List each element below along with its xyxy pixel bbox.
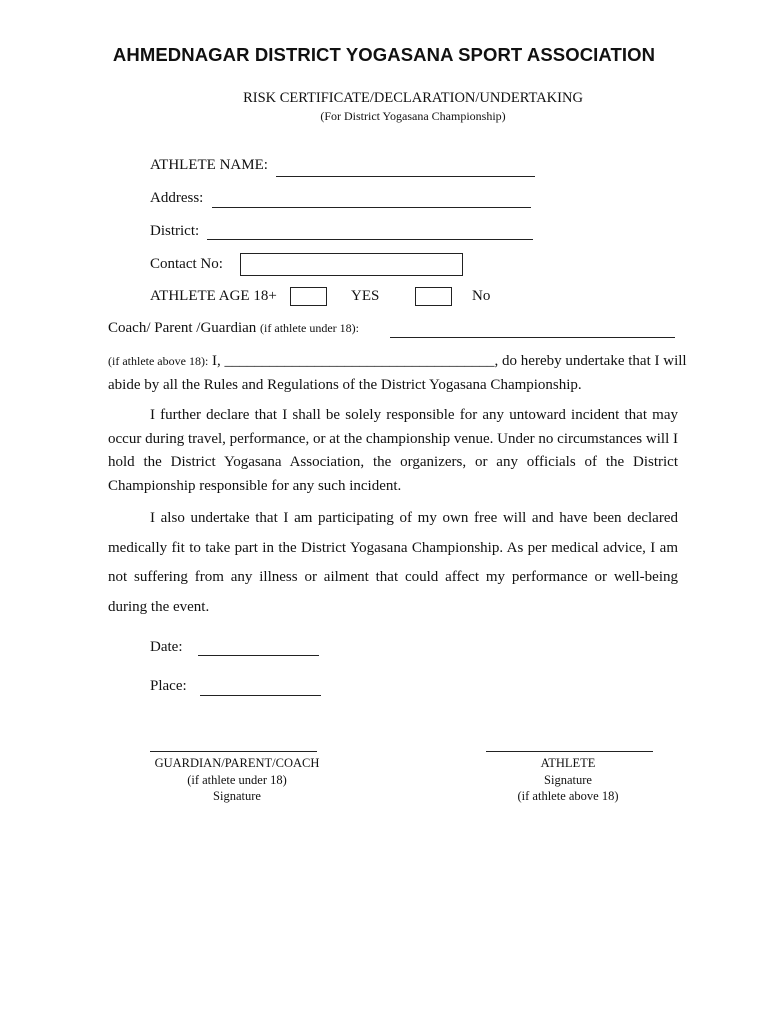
declaration-line2: abide by all the Rules and Regulations of the District Yogasana Championship. [108, 376, 582, 393]
date-field[interactable] [198, 655, 319, 656]
address-field[interactable] [212, 207, 531, 208]
declaration-paragraph-1 [108, 350, 687, 397]
declaration-line1-rest: , do hereby undertake that I will [494, 353, 687, 369]
athlete-caption-signature: Signature [544, 772, 592, 787]
declaration-prefix: I, [208, 353, 225, 369]
athlete-caption-role: ATHLETE [540, 756, 596, 770]
contact-label: Contact No: [150, 256, 223, 272]
guardian-caption-role: GUARDIAN/PARENT/COACH [154, 756, 320, 770]
form-subtitle-note: (For District Yogasana Championship) [320, 109, 506, 123]
date-label: Date: [150, 639, 183, 655]
declaration-paragraph-3 [108, 504, 678, 622]
form-title: AHMEDNAGAR DISTRICT YOGASANA SPORT ASSOCIATION [112, 44, 656, 65]
above-18-note: (if athlete above 18): [108, 354, 209, 368]
declaration-paragraph-2-text: I further declare that I shall be solely responsible for any untoward incident that may occur during travel, performance, or at the championship venue. Under no circumstances will I hold the District Yogasana Association, the organizers, or any officials of the District Championship responsible for any such incident. [108, 407, 678, 494]
guardian-caption-signature: Signature [213, 789, 261, 803]
declaration-paragraph-3-text: I also undertake that I am participating of my own free will and have been declared medically fit to take part in the District Yogasana Championship. As per medical advice, I am not suffering from any illness or ailment that could affect my performance or well-being during the event. [108, 510, 678, 615]
coach-name-field[interactable] [390, 337, 675, 338]
athlete-signature-line[interactable] [486, 751, 653, 752]
athlete-name-label: ATHLETE NAME: [150, 157, 268, 173]
guardian-signature-line[interactable] [150, 751, 317, 752]
guardian-caption-note: (if athlete under 18) [187, 772, 287, 787]
age-yes-label: YES [351, 288, 380, 304]
athlete-age-label: ATHLETE AGE 18+ [150, 288, 277, 304]
district-field[interactable] [207, 239, 533, 240]
athlete-name-blank[interactable]: ____________________________________ [224, 353, 495, 369]
coach-label-text: Coach/ Parent /Guardian [108, 320, 257, 336]
age-no-label: No [472, 288, 491, 304]
address-label: Address: [150, 190, 204, 206]
district-label: District: [150, 223, 200, 239]
guardian-signature-caption [137, 755, 337, 805]
athlete-caption-note: (if athlete above 18) [517, 789, 619, 803]
declaration-paragraph-2 [108, 404, 678, 498]
age-yes-checkbox[interactable] [290, 287, 327, 306]
age-no-checkbox[interactable] [415, 287, 452, 306]
coach-label [108, 320, 359, 337]
contact-input-box[interactable] [240, 253, 463, 276]
coach-under-18-note: (if athlete under 18): [260, 321, 360, 335]
place-label: Place: [150, 678, 187, 694]
form-subtitle: RISK CERTIFICATE/DECLARATION/UNDERTAKING [243, 90, 583, 106]
athlete-name-field[interactable] [276, 176, 535, 177]
athlete-signature-caption [478, 755, 658, 805]
place-field[interactable] [200, 695, 321, 696]
